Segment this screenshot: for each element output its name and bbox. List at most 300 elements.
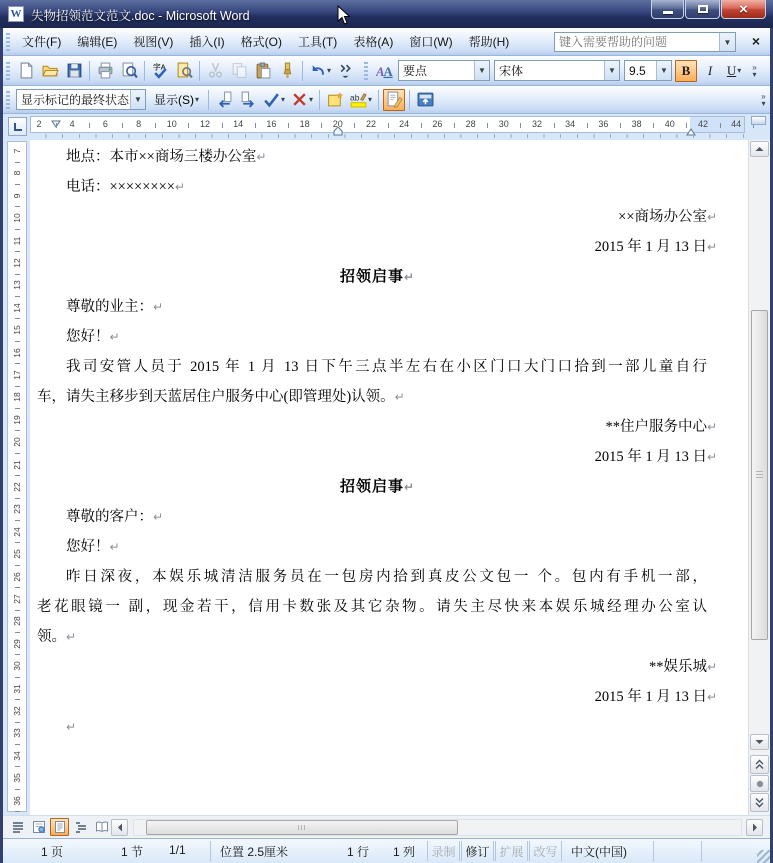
- ruler-number: 36: [12, 795, 22, 806]
- ruler-tick: [15, 386, 20, 387]
- separator: [89, 61, 90, 81]
- ruler-number: 26: [432, 119, 443, 129]
- reading-layout-view-icon: [95, 820, 109, 834]
- toolbar-options-icon[interactable]: » ▾: [761, 91, 766, 108]
- close-button[interactable]: [721, 0, 766, 19]
- ruler-number: 32: [531, 119, 543, 129]
- ruler-number: 27: [12, 594, 22, 604]
- ruler-number: 10: [12, 213, 22, 223]
- doc-line: 昨日深夜，本娱乐城清洁服务员在一包房内拾到真皮公文包一 个。包内有手机一部，: [66, 569, 707, 585]
- horizontal-ruler: [30, 116, 745, 133]
- ruler-tick: [15, 722, 20, 723]
- ruler-tick: [354, 123, 355, 128]
- ruler-tick: [15, 587, 20, 588]
- toolbar-grip[interactable]: [6, 33, 10, 51]
- ruler-tick: [15, 677, 20, 678]
- close-icon: ×: [739, 0, 748, 18]
- ruler-tick: [15, 542, 20, 543]
- menu-format[interactable]: 格式(O): [240, 35, 282, 49]
- ruler-tick: [15, 498, 20, 499]
- format-painter-icon: [279, 62, 296, 79]
- caption-buttons: [650, 0, 766, 19]
- ruler-number: 21: [12, 459, 22, 470]
- doc-line: **住户服务中心↵: [605, 419, 718, 435]
- ruler-tick: [15, 430, 20, 431]
- ruler-number: 20: [12, 437, 22, 447]
- ruler-tick: [188, 123, 189, 128]
- ruler-tick: [15, 184, 20, 185]
- print-preview-icon: [121, 62, 138, 79]
- ruler-tick: [487, 123, 488, 128]
- separator: [199, 61, 200, 81]
- chevron-down-icon[interactable]: ▾: [368, 95, 373, 104]
- ruler-subticks: [30, 134, 745, 138]
- help-search-box: [554, 32, 736, 52]
- doc-line: 地点：本市××商场三楼办公室↵: [66, 149, 267, 165]
- style-value: 要点: [403, 64, 428, 78]
- toolbar-grip[interactable]: [6, 62, 10, 80]
- doc-line: 尊敬的客户：↵: [66, 509, 164, 525]
- outline-view-button[interactable]: [71, 818, 90, 836]
- scroll-up-button[interactable]: [750, 141, 769, 157]
- doc-line: ××商场办公室↵: [618, 209, 718, 225]
- document-page[interactable]: [30, 140, 748, 815]
- ruler-number: 8: [136, 119, 142, 129]
- help-input[interactable]: [555, 33, 719, 51]
- scroll-right-button[interactable]: [746, 819, 763, 836]
- separator: [208, 90, 209, 110]
- doc-line: 领。↵: [37, 629, 77, 645]
- status-toggle-overtype[interactable]: 改写: [529, 841, 562, 861]
- status-separator: [210, 841, 211, 861]
- ruler-number: 38: [631, 119, 642, 129]
- ruler-tick: [15, 341, 20, 342]
- chevron-down-icon[interactable]: ▼: [604, 61, 619, 80]
- ruler-number: 30: [12, 661, 22, 671]
- print-layout-view-button[interactable]: [50, 818, 69, 836]
- print-layout-view-icon: [53, 820, 67, 834]
- separator: [144, 61, 145, 81]
- ruler-number: 34: [12, 751, 22, 761]
- status-page: 1 页: [41, 845, 64, 859]
- font-size-value: 9.5: [629, 63, 646, 78]
- ruler-number: 22: [365, 119, 377, 129]
- doc-line: 您好！↵: [66, 539, 120, 555]
- toolbar-options-icon: [338, 62, 355, 79]
- ruler-tick: [620, 123, 621, 128]
- menu-file[interactable]: 文件(F): [22, 35, 62, 49]
- ruler-number: 12: [199, 119, 211, 129]
- ruler-number: 30: [498, 119, 509, 129]
- doc-line: 尊敬的业主：↵: [66, 299, 164, 315]
- ruler-tick: [15, 632, 20, 633]
- ruler-tick: [15, 206, 20, 207]
- ruler-tick: [15, 565, 20, 566]
- ruler-number: 17: [12, 370, 22, 380]
- ruler-tick: [15, 363, 20, 364]
- ruler-tick: [15, 610, 20, 611]
- status-language: 中文(中国): [571, 845, 627, 859]
- status-separator: [653, 841, 654, 861]
- style-combobox[interactable]: [398, 60, 490, 81]
- reject-change-button[interactable]: [289, 89, 315, 111]
- doc-paragraph: [37, 352, 707, 412]
- font-value: 宋体: [499, 64, 524, 78]
- view-buttons: [7, 818, 112, 836]
- ruler-number: 22: [12, 482, 22, 492]
- normal-view-button[interactable]: [8, 818, 27, 836]
- ruler-tick: [15, 699, 20, 700]
- ruler-tick: [15, 520, 20, 521]
- ruler-tick: [222, 123, 223, 128]
- copy-icon: [231, 62, 248, 79]
- menu-table[interactable]: 表格(A): [353, 35, 394, 49]
- select-browse-object-button[interactable]: [750, 775, 769, 792]
- ruler-number: 36: [598, 119, 609, 129]
- doc-paragraph: [37, 532, 707, 562]
- ruler-tick: [321, 123, 322, 128]
- ruler-tick: [15, 654, 20, 655]
- doc-line: ↵: [66, 720, 77, 734]
- bold-button[interactable]: [675, 60, 697, 82]
- copy-button: [228, 60, 250, 82]
- ruler-tick: [122, 123, 123, 128]
- ruler-number: 11: [12, 236, 22, 246]
- ruler-number: 24: [399, 119, 410, 129]
- chevron-down-icon: ▾: [195, 95, 200, 104]
- tab-left-icon: [14, 123, 22, 131]
- chevron-down-icon[interactable]: ▼: [130, 90, 145, 109]
- ruler-number: 16: [12, 347, 22, 358]
- menu-insert[interactable]: 插入(I): [189, 35, 225, 49]
- separator: [409, 90, 410, 110]
- outline-view-icon: [74, 820, 88, 834]
- minimize-button[interactable]: [651, 0, 684, 19]
- ruler-tick: [587, 123, 588, 128]
- ruler-number: 18: [299, 119, 310, 129]
- doc-paragraph: [37, 502, 707, 532]
- status-line: 1 行: [347, 845, 370, 859]
- print-preview-button[interactable]: [118, 60, 140, 82]
- ruler-tick: [686, 123, 687, 128]
- doc-paragraph: [37, 292, 707, 322]
- ruler-number: 40: [664, 119, 675, 129]
- status-page-ratio: 1/1: [169, 843, 186, 857]
- paste-button[interactable]: [252, 60, 274, 82]
- horizontal-scrollbar-thumb[interactable]: [146, 820, 458, 835]
- doc-line: 2015 年 1 月 13 日↵: [594, 239, 718, 255]
- ruler-tick: [15, 162, 20, 163]
- previous-change-button[interactable]: [213, 89, 235, 111]
- document-area: [3, 140, 770, 815]
- ruler-tick: [89, 123, 90, 128]
- doc-line: 招领启事↵: [339, 479, 415, 495]
- doc-line: 2015 年 1 月 13 日↵: [594, 449, 718, 465]
- separator: [319, 90, 320, 110]
- ruler-tick: [720, 123, 721, 128]
- ruler-number: 19: [12, 415, 22, 425]
- italic-icon: I: [707, 62, 713, 78]
- ruler-tick: [15, 811, 20, 812]
- menu-view[interactable]: 视图(V): [133, 35, 174, 49]
- ruler-tick: [15, 766, 20, 767]
- ruler-number: 14: [12, 303, 22, 313]
- accept-change-button[interactable]: [261, 89, 287, 111]
- ruler-number: 44: [731, 119, 742, 129]
- spelling-check-icon: [152, 62, 169, 79]
- chevron-down-icon[interactable]: ▾: [309, 95, 314, 104]
- reviewing-toolbar: [3, 86, 770, 114]
- chevron-down-icon[interactable]: ▼: [474, 61, 489, 80]
- menu-tools[interactable]: 工具(T): [297, 35, 338, 49]
- help-dropdown-icon[interactable]: ▼: [719, 33, 735, 51]
- svg-text:A: A: [375, 64, 385, 79]
- status-toggle-track[interactable]: 修订: [461, 841, 494, 861]
- ruler-number: 10: [166, 119, 177, 129]
- horizontal-scrollbar-row: [3, 815, 770, 838]
- web-layout-view-icon: [32, 820, 46, 834]
- doc-paragraph: [37, 562, 707, 652]
- horizontal-scrollbar-track[interactable]: [133, 819, 742, 836]
- ruler-number: 20: [332, 119, 343, 129]
- ruler-tick: [288, 123, 289, 128]
- word-app-icon: W: [8, 6, 24, 22]
- doc-line: 车，请失主移步到天蓝居住户服务中心(即管理处)认领。↵: [37, 389, 405, 405]
- ruler-tick: [388, 123, 389, 128]
- ruler-number: 26: [12, 571, 22, 582]
- doc-paragraph: [37, 202, 718, 232]
- undo-button[interactable]: [307, 60, 333, 82]
- scrollbar-thumb[interactable]: [751, 310, 768, 640]
- doc-line: 电话：××××××××↵: [66, 179, 185, 195]
- toolbar-options-icon[interactable]: » ▾: [752, 62, 757, 79]
- chevron-down-icon[interactable]: ▼: [656, 61, 671, 80]
- ruler-tick: [56, 123, 57, 128]
- doc-line: 2015 年 1 月 13 日↵: [594, 689, 718, 705]
- ruler-tick: [255, 123, 256, 128]
- toolbar-grip[interactable]: [364, 62, 368, 80]
- status-separator: [701, 841, 702, 861]
- open-folder-button[interactable]: [39, 60, 61, 82]
- show-label: 显示(S): [154, 93, 194, 107]
- ruler-tick: [520, 123, 521, 128]
- split-handle[interactable]: [751, 116, 766, 125]
- maximize-button[interactable]: [685, 0, 720, 19]
- doc-paragraph: [37, 412, 718, 442]
- normal-view-icon: [11, 820, 25, 834]
- paste-icon: [255, 62, 272, 79]
- status-toggle-record[interactable]: 录制: [427, 841, 460, 861]
- spelling-check-button[interactable]: [149, 60, 171, 82]
- ruler-tick: [15, 475, 20, 476]
- print-button[interactable]: [94, 60, 116, 82]
- ruler-number: 33: [12, 728, 22, 739]
- styles-icon: [376, 62, 393, 79]
- doc-paragraph: [37, 682, 718, 712]
- insert-comment-icon: [327, 91, 344, 108]
- vertical-scrollbar: [748, 140, 770, 815]
- resize-grip[interactable]: [757, 850, 770, 863]
- ruler-row: [3, 114, 770, 140]
- font-size-combobox[interactable]: [624, 60, 672, 81]
- chevron-down-icon[interactable]: ▾: [281, 95, 286, 104]
- toolbar-grip[interactable]: [6, 91, 10, 109]
- menu-items: [14, 28, 517, 55]
- svg-text:字A: 字A: [152, 62, 166, 72]
- ruler-tick: [15, 296, 20, 297]
- ruler-number: 12: [12, 258, 22, 268]
- ruler-number: 28: [12, 616, 22, 627]
- ruler-number: 16: [266, 119, 277, 129]
- menu-help[interactable]: 帮助(H): [468, 35, 510, 49]
- svg-text:ab: ab: [350, 92, 360, 103]
- ruler-tick: [454, 123, 455, 128]
- styles-and-formatting-button[interactable]: [373, 60, 395, 82]
- menubar-close-icon[interactable]: ×: [751, 33, 760, 49]
- standard-toolbar: [3, 56, 770, 86]
- status-bar: [3, 838, 770, 863]
- web-layout-view-button[interactable]: [29, 818, 48, 836]
- menu-bar: [3, 28, 770, 56]
- ruler-number: 15: [12, 325, 22, 335]
- menu-window[interactable]: 窗口(W): [409, 35, 453, 49]
- status-toggle-extend[interactable]: 扩展: [495, 841, 528, 861]
- maximize-icon: [698, 5, 708, 13]
- ruler-number: 35: [12, 773, 22, 783]
- ruler-number: 24: [12, 527, 22, 537]
- status-section: 1 节: [121, 845, 144, 859]
- ruler-tick: [15, 251, 20, 252]
- reading-layout-view-button[interactable]: [92, 818, 111, 836]
- svg-text:A: A: [382, 64, 393, 79]
- ruler-tick: [554, 123, 555, 128]
- doc-line: 老花眼镜一 副，现金若干，信用卡数张及其它杂物。请失主尽快来本娱乐城经理办公室认: [37, 599, 707, 615]
- ruler-number: 6: [102, 119, 108, 129]
- menu-edit[interactable]: 编辑(E): [77, 35, 118, 49]
- doc-line: 您好！↵: [66, 329, 120, 345]
- reviewing-pane-icon: [417, 91, 434, 108]
- show-markup-button[interactable]: [148, 89, 205, 111]
- doc-paragraph: [37, 172, 707, 202]
- vertical-ruler: [3, 140, 30, 815]
- ruler-number: 28: [465, 119, 476, 129]
- new-document-button[interactable]: [15, 60, 37, 82]
- ruler-tick: [15, 274, 20, 275]
- status-column: 1 列: [393, 845, 416, 859]
- status-position: 位置 2.5厘米: [220, 845, 289, 859]
- new-document-icon: [18, 62, 35, 79]
- doc-paragraph: [37, 442, 718, 472]
- scroll-down-button[interactable]: [750, 734, 769, 750]
- doc-paragraph: [37, 652, 718, 682]
- ruler-number: 2: [36, 119, 42, 129]
- previous-change-icon: [216, 91, 233, 108]
- save-button[interactable]: [63, 60, 85, 82]
- next-change-button[interactable]: [237, 89, 259, 111]
- title-bar[interactable]: [0, 0, 773, 28]
- ruler-number: 4: [69, 119, 75, 129]
- ruler-tick: [15, 318, 20, 319]
- document-text: [37, 142, 718, 742]
- ruler-tick: [15, 789, 20, 790]
- doc-paragraph: [37, 322, 707, 352]
- ruler-tick: [15, 453, 20, 454]
- cut-icon: [207, 62, 224, 79]
- ruler-number: 14: [233, 119, 244, 129]
- cut-button: [204, 60, 226, 82]
- reviewing-toolbar-buttons: [212, 89, 437, 111]
- standard-toolbar-buttons: [14, 60, 358, 82]
- underline-button[interactable]: [723, 60, 745, 82]
- display-for-review-combobox[interactable]: [16, 89, 146, 110]
- display-mode-value: 显示标记的最终状态: [21, 93, 130, 107]
- ruler-number: 25: [12, 549, 22, 559]
- highlight-button[interactable]: [348, 89, 374, 111]
- ruler-tick: [421, 123, 422, 128]
- accept-change-icon: [263, 91, 280, 108]
- chevron-down-icon[interactable]: ▾: [737, 66, 742, 75]
- ruler-tick: [15, 744, 20, 745]
- open-folder-icon: [42, 62, 59, 79]
- next-page-button[interactable]: [750, 793, 769, 812]
- research-button[interactable]: [173, 60, 195, 82]
- ruler-number: 31: [12, 683, 22, 694]
- reject-change-icon: [291, 91, 308, 108]
- underline-icon: U: [726, 62, 737, 78]
- ruler-tick: [155, 123, 156, 128]
- tab-selector-button[interactable]: [8, 117, 27, 136]
- ruler-number: 42: [697, 119, 709, 129]
- save-icon: [66, 62, 83, 79]
- previous-page-button[interactable]: [750, 755, 769, 774]
- ruler-number: 8: [12, 171, 22, 176]
- doc-line: 我司安管人员于 2015 年 1 月 13 日下午三点半左右在小区门口大门口拾到一部儿童自行: [66, 359, 707, 375]
- bold-icon: B: [681, 62, 691, 78]
- font-combobox[interactable]: [494, 60, 620, 81]
- doc-paragraph: [37, 232, 718, 262]
- doc-line: **娱乐城↵: [649, 659, 718, 675]
- format-painter-button[interactable]: [276, 60, 298, 82]
- track-changes-button[interactable]: [383, 89, 405, 111]
- ruler-number: 18: [12, 392, 22, 403]
- insert-comment-button[interactable]: [324, 89, 346, 111]
- italic-button[interactable]: [699, 60, 721, 82]
- ruler-number: 7: [12, 148, 22, 154]
- highlight-icon: [350, 91, 367, 108]
- print-icon: [97, 62, 114, 79]
- doc-line: 招领启事↵: [339, 269, 415, 285]
- chevron-down-icon[interactable]: ▾: [327, 66, 332, 75]
- scroll-left-button[interactable]: [111, 819, 128, 836]
- ruler-number: 23: [12, 504, 22, 515]
- ruler-tick: [653, 123, 654, 128]
- toolbar-options-button[interactable]: [335, 60, 357, 82]
- ruler-number: 13: [12, 280, 22, 291]
- doc-paragraph: [37, 262, 707, 292]
- doc-paragraph: [37, 712, 707, 742]
- separator: [302, 61, 303, 81]
- separator: [378, 90, 379, 110]
- ruler-number: 9: [12, 193, 22, 199]
- reviewing-pane-button[interactable]: [414, 89, 436, 111]
- ruler-number: 32: [12, 706, 22, 716]
- ruler-number: 34: [565, 119, 576, 129]
- research-icon: [176, 62, 193, 79]
- track-changes-icon: [386, 91, 403, 108]
- ruler-tick: [15, 408, 20, 409]
- window-title: 失物招领范文范文.doc - Microsoft Word: [31, 9, 250, 23]
- doc-paragraph: [37, 142, 707, 172]
